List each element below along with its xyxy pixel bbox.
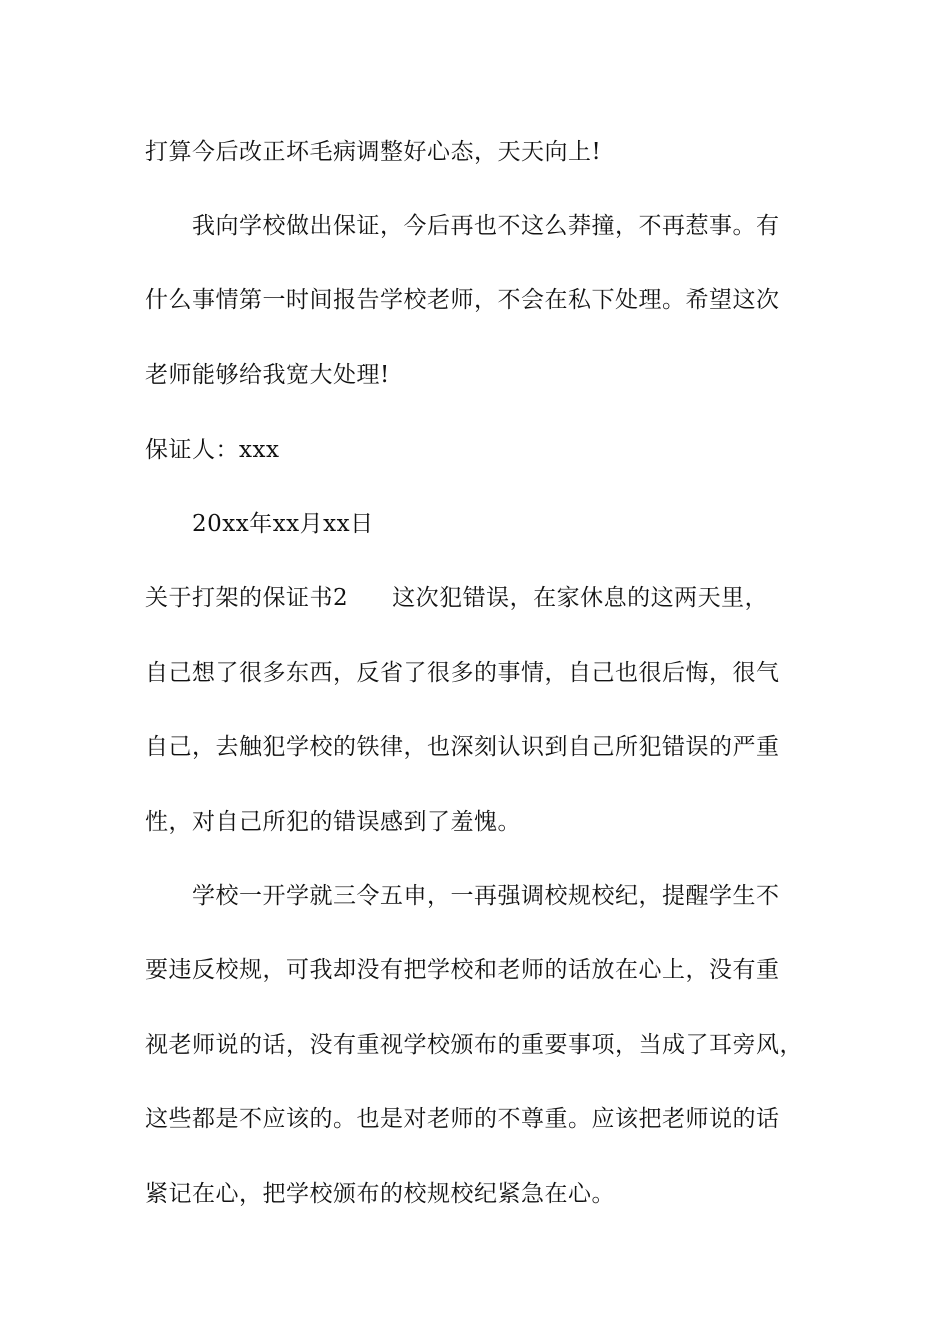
text-line: 这些都是不应该的。也是对老师的不尊重。应该把老师说的话 <box>145 1106 780 1132</box>
text-line: 自己，去触犯学校的铁律，也深刻认识到自己所犯错误的严重 <box>145 734 780 760</box>
text-line: 打算今后改正坏毛病调整好心态，天天向上! <box>145 139 602 165</box>
date-line: 20xx年xx月xx日 <box>192 511 374 537</box>
text-line: 性，对自己所犯的错误感到了羞愧。 <box>145 809 521 835</box>
text-line: 自己想了很多东西，反省了很多的事情，自己也很后悔，很气 <box>145 660 780 686</box>
text-line: 要违反校规，可我却没有把学校和老师的话放在心上，没有重 <box>145 957 780 983</box>
text-line: 这次犯错误，在家休息的这两天里， <box>392 585 769 611</box>
text-line: 学校一开学就三令五申，一再强调校规校纪，提醒学生不 <box>192 883 780 909</box>
section-heading: 关于打架的保证书2 <box>145 585 349 611</box>
text-line: 什么事情第一时间报告学校老师，不会在私下处理。希望这次 <box>145 287 780 313</box>
text-line: 老师能够给我宽大处理! <box>145 362 390 388</box>
section-heading-line <box>145 583 768 613</box>
text-line: 视老师说的话，没有重视学校颁布的重要事项，当成了耳旁风， <box>145 1032 803 1058</box>
signature-line: 保证人：xxx <box>145 437 280 463</box>
text-line: 紧记在心，把学校颁布的校规校纪紧急在心。 <box>145 1181 615 1207</box>
text-line: 我向学校做出保证，今后再也不这么莽撞，不再惹事。有 <box>192 213 780 239</box>
